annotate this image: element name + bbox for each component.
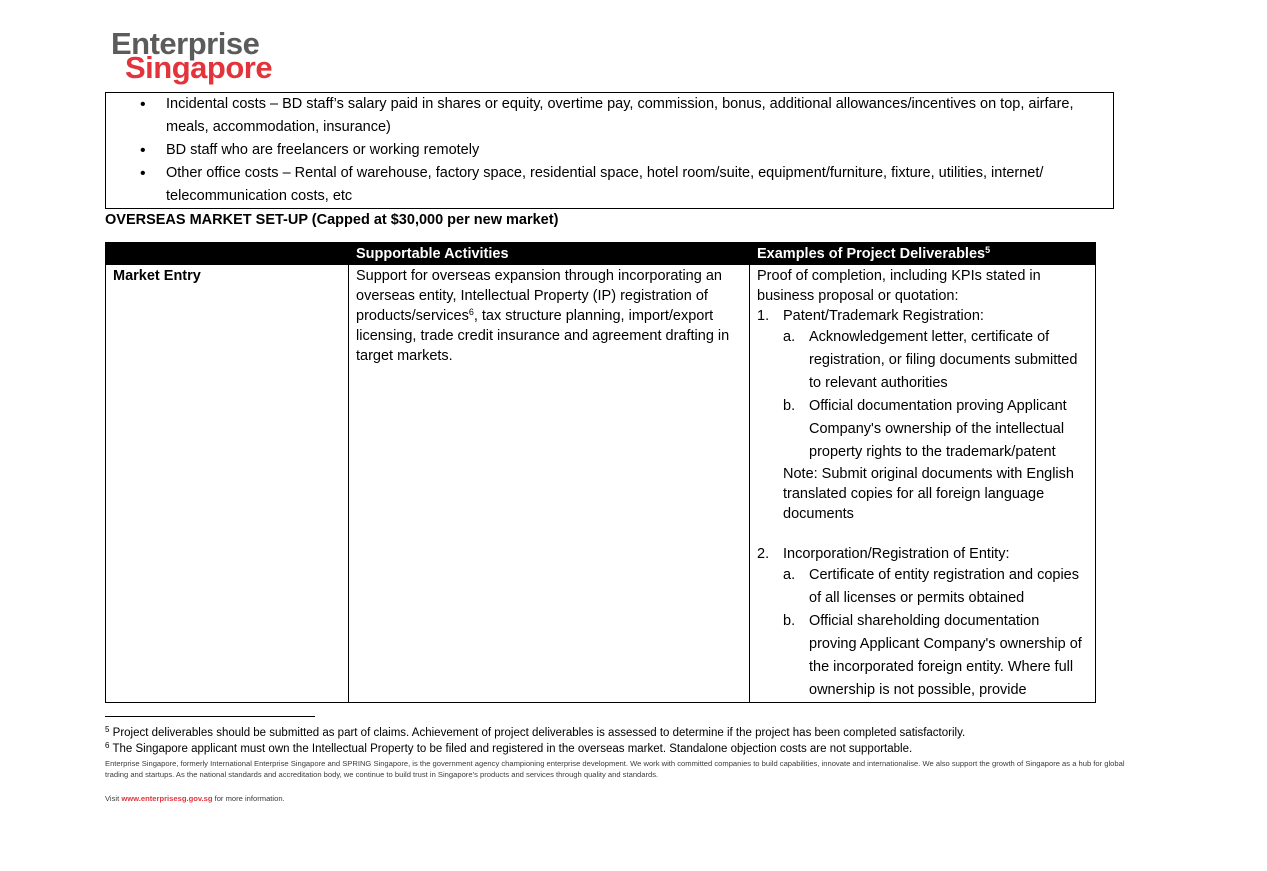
sub-item-text: Certificate of entity registration and copies of all licenses or permits obtained bbox=[809, 567, 1079, 606]
visit-suffix: for more information. bbox=[212, 794, 285, 803]
item-number: 2. bbox=[757, 546, 770, 562]
sub-item-letter: a. bbox=[783, 329, 796, 345]
visit-line bbox=[105, 793, 1135, 804]
header-category bbox=[106, 243, 349, 265]
item-number: 1. bbox=[757, 308, 770, 324]
excluded-costs-list bbox=[106, 93, 1113, 208]
footnote-text: The Singapore applicant must own the Intellectual Property to be filed and registered in the overseas market. Standalone objection costs are not supportable. bbox=[112, 743, 913, 755]
excluded-costs-box bbox=[105, 92, 1114, 209]
footnote-5 bbox=[105, 726, 965, 741]
item-label: Patent/Trademark Registration: bbox=[783, 308, 984, 324]
sub-item-letter: b. bbox=[783, 613, 796, 629]
header-supportable-activities: Supportable Activities bbox=[349, 243, 750, 265]
sub-item-text: Acknowledgement letter, certificate of registration, or filing documents submitted to relevant authorities bbox=[809, 329, 1078, 391]
deliverables-intro: Proof of completion, including KPIs stated in business proposal or quotation: bbox=[757, 268, 1041, 304]
deliverable-item-incorporation bbox=[757, 544, 1088, 702]
footnote-divider bbox=[105, 716, 315, 717]
list-item: • BD staff who are freelancers or working remotely bbox=[106, 139, 1113, 162]
table-header-row bbox=[106, 243, 1096, 265]
translation-note: Note: Submit original documents with English translated copies for all foreign language documents bbox=[783, 466, 1074, 522]
logo-line-singapore: Singapore bbox=[125, 50, 273, 85]
sub-list bbox=[783, 564, 1088, 702]
sub-item bbox=[783, 564, 1088, 610]
list-item: • Incidental costs – BD staff’s salary paid in shares or equity, overtime pay, commission, bonus, additional allowances/incentives on top, airfare, meals, accommodation, insurance) bbox=[106, 93, 1113, 139]
footnote-text: Project deliverables should be submitted as part of claims. Achievement of project deliverables is assessed to determine if the project has been completed satisfactorily. bbox=[112, 727, 966, 739]
visit-prefix: Visit bbox=[105, 794, 122, 803]
deliverables-cell bbox=[750, 265, 1096, 703]
activities-text-1: Support for overseas expansion through incorporating an overseas entity, Intellectual Property (IP) registration of products/services bbox=[356, 268, 722, 324]
header-deliverables-text: Examples of Project Deliverables bbox=[757, 246, 986, 262]
table-row bbox=[106, 265, 1096, 703]
logo-line-enterprise: Enterprise bbox=[111, 26, 260, 61]
sub-list bbox=[783, 326, 1088, 464]
sub-item-letter: a. bbox=[783, 567, 796, 583]
activities-text-2: , tax structure planning, import/export licensing, trade credit insurance and agreement drafting in target markets. bbox=[356, 308, 730, 364]
section-title: OVERSEAS MARKET SET-UP (Capped at $30,000 per new market) bbox=[105, 212, 559, 228]
sub-item bbox=[783, 610, 1088, 702]
deliverable-item-patent bbox=[757, 306, 1088, 524]
footnote-mark: 6 bbox=[105, 741, 110, 750]
footnote-mark: 5 bbox=[105, 725, 110, 734]
list-item: • Other office costs – Rental of warehouse, factory space, residential space, hotel room/suite, equipment/furniture, fixture, utilities, internet/ telecommunication costs, etc bbox=[106, 162, 1113, 208]
activities-cell bbox=[349, 265, 750, 703]
footnote-6 bbox=[105, 742, 912, 757]
activities-table bbox=[105, 242, 1096, 703]
item-label: Incorporation/Registration of Entity: bbox=[783, 546, 1010, 562]
footnote-ref-6: 6 bbox=[468, 307, 474, 317]
footnote-ref-5: 5 bbox=[985, 245, 991, 255]
category-cell: Market Entry bbox=[106, 265, 349, 703]
sub-item bbox=[783, 326, 1088, 395]
sub-item bbox=[783, 395, 1088, 464]
website-link[interactable]: www.enterprisesg.gov.sg bbox=[121, 794, 213, 803]
sub-item-text: Official documentation proving Applicant Company's ownership of the intellectual property rights to the trademark/patent bbox=[809, 398, 1067, 460]
sub-item-text: Official shareholding documentation proving Applicant Company's ownership of the incorporated foreign entity. Where full ownership is not possible, provide bbox=[809, 613, 1082, 698]
enterprise-singapore-logo bbox=[111, 28, 291, 86]
about-enterprise-singapore: Enterprise Singapore, formerly International Enterprise Singapore and SPRING Singapore, is the government agency championing enterprise development. We work with committed companies to build capabilities, innovate and internationalise. We also support the growth of Singapore as a hub for global trading and startups. As the national standards and accreditation body, we continue to build trust in Singapore’s products and services through quality and standards. bbox=[105, 759, 1125, 779]
deliverables-list bbox=[757, 306, 1088, 702]
header-project-deliverables bbox=[750, 243, 1096, 265]
sub-item-letter: b. bbox=[783, 398, 796, 414]
